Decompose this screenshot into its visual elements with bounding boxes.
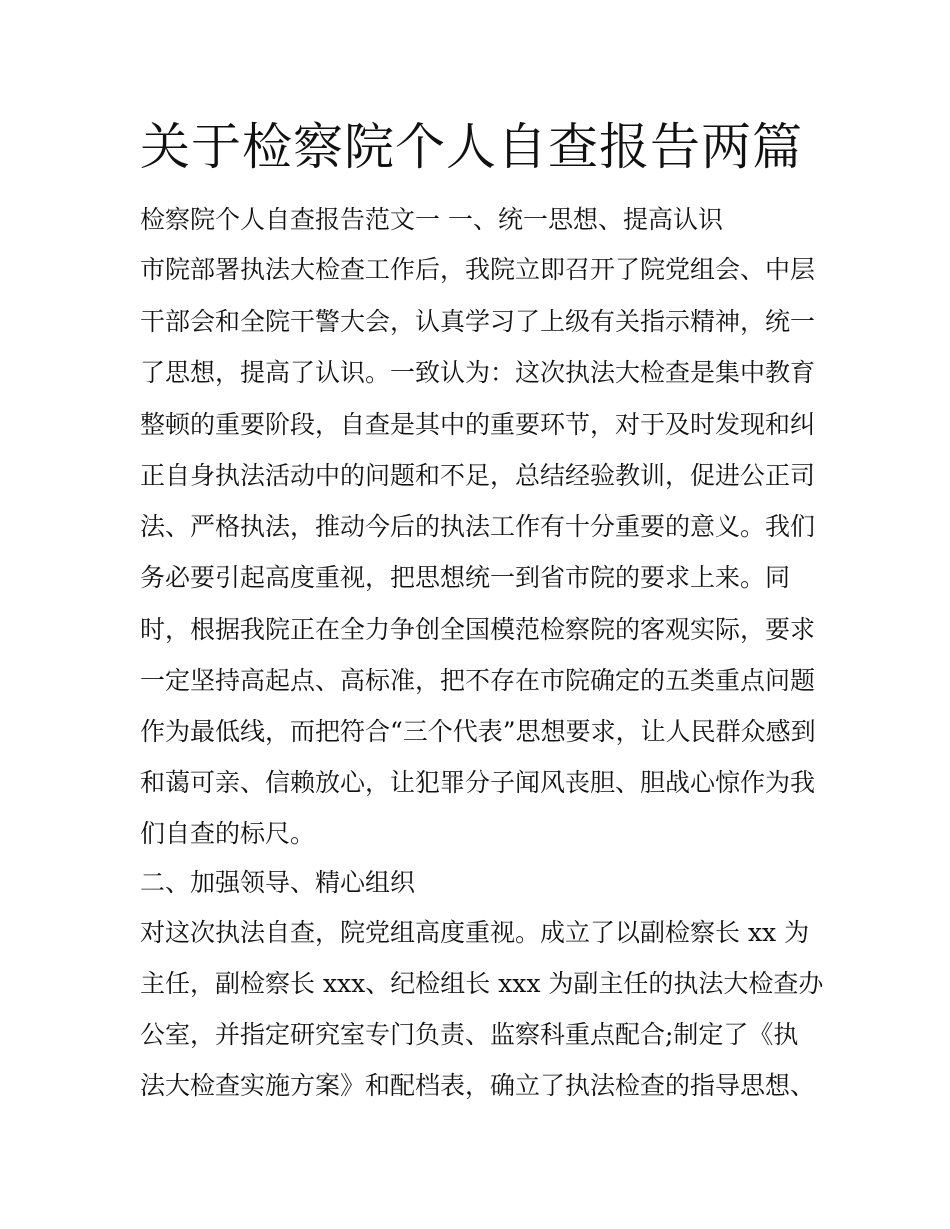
- paragraph-line: 市院部署执法大检查工作后，我院立即召开了院党组会、中层: [140, 255, 816, 284]
- paragraph-line: 正自身执法活动中的问题和不足，总结经验教训，促进公正司: [140, 461, 816, 490]
- paragraph-line: 时，根据我院正在全力争创全国模范检察院的客观实际，要求: [140, 615, 816, 644]
- paragraph-line: 和蔼可亲、信赖放心，让犯罪分子闻风丧胆、胆战心惊作为我: [140, 768, 816, 797]
- paragraph-line: 了思想，提高了认识。一致认为：这次执法大检查是集中教育: [140, 358, 816, 387]
- section-heading-2: 二、加强领导、精心组织: [140, 868, 416, 897]
- paragraph-line: 法、严格执法，推动今后的执法工作有十分重要的意义。我们: [140, 512, 816, 541]
- paragraph-line: 作为最低线，而把符合“三个代表”思想要求，让人民群众感到: [140, 717, 816, 746]
- paragraph-line: 们自查的标尺。: [140, 819, 316, 848]
- paragraph-line: 干部会和全院干警大会，认真学习了上级有关指示精神，统一: [140, 307, 816, 336]
- paragraph-line: 对这次执法自查，院党组高度重视。成立了以副检察长 xx 为: [140, 918, 810, 947]
- section-heading-intro: 检察院个人自查报告范文一 一、统一思想、提高认识: [140, 205, 723, 234]
- paragraph-line: 公室，并指定研究室专门负责、监察科重点配合;制定了《执: [140, 1020, 799, 1049]
- paragraph-line: 一定坚持高起点、高标准，把不存在市院确定的五类重点问题: [140, 666, 816, 695]
- paragraph-line: 务必要引起高度重视，把思想统一到省市院的要求上来。同: [140, 563, 791, 592]
- paragraph-line: 整顿的重要阶段，自查是其中的重要环节，对于及时发现和纠: [140, 410, 816, 439]
- document-title: 关于检察院个人自查报告两篇: [140, 118, 803, 176]
- paragraph-line: 主任，副检察长 xxx、纪检组长 xxx 为副主任的执法大检查办: [140, 969, 824, 998]
- paragraph-line: 法大检查实施方案》和配档表，确立了执法检查的指导思想、: [140, 1071, 816, 1100]
